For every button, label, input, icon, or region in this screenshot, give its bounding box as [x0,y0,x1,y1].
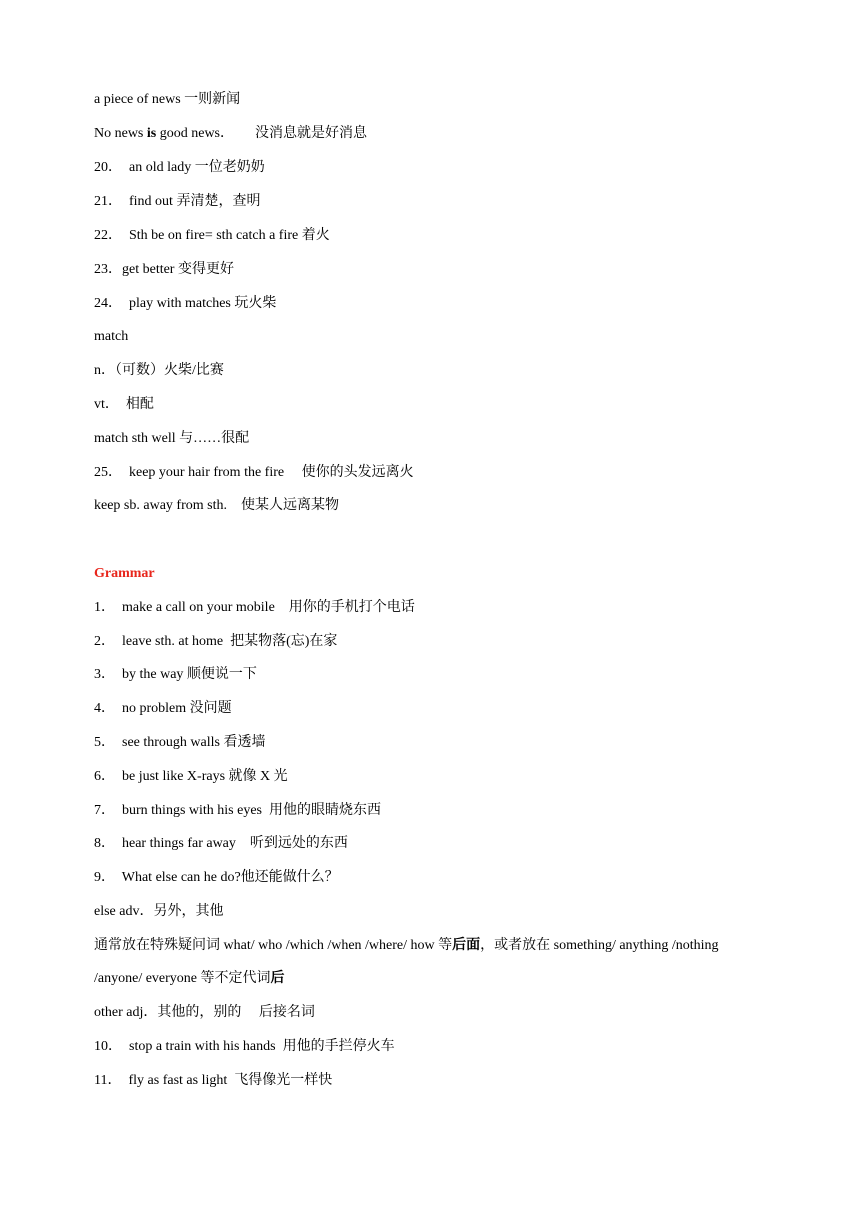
grammar-item: 4． no problem 没问题 [94,701,232,716]
grammar-item: else adv．另外，其他 [94,904,224,919]
text-run: 通常放在特殊疑问词 what/ who /which /when /where/ how 等 [94,938,453,953]
text-line: 21． find out 弄清楚，查明 [94,194,261,209]
text-line: 23．get better 变得更好 [94,262,234,277]
text-line: 22． Sth be on fire= sth catch a fire 着火 [94,228,330,243]
text-line: 20． an old lady 一位老奶奶 [94,160,265,175]
grammar-item: other adj．其他的，别的 后接名词 [94,1005,315,1020]
grammar-item: 2． leave sth. at home 把某物落(忘)在家 [94,634,338,649]
text-run: ，或者放在 something/ anything /nothing [480,938,719,953]
grammar-item [94,937,719,955]
grammar-heading: Grammar [94,566,155,581]
text-run: good news． 没消息就是好消息 [156,126,368,141]
bold-run: 后 [270,971,285,986]
grammar-item: 7． burn things with his eyes 用他的眼睛烧东西 [94,803,381,818]
grammar-item: 3． by the way 顺便说一下 [94,667,257,682]
grammar-item: 10． stop a train with his hands 用他的手拦停火车 [94,1039,395,1054]
text-line: keep sb. away from sth. 使某人远离某物 [94,498,339,513]
grammar-item [94,970,285,988]
bold-run: is [146,126,157,141]
bold-run: 后面 [452,938,481,953]
grammar-item: 1． make a call on your mobile 用你的手机打个电话 [94,600,415,615]
text-line: 25． keep your hair from the fire 使你的头发远离火 [94,465,414,480]
grammar-item: 11． fly as fast as light 飞得像光一样快 [94,1073,333,1088]
grammar-item: 6． be just like X-rays 就像 X 光 [94,769,288,784]
text-line: match [94,329,129,344]
text-line: a piece of news 一则新闻 [94,92,241,107]
text-line: n．（可数）火柴/比赛 [94,363,224,378]
text-line: vt． 相配 [94,397,154,412]
text-run: No news [94,126,147,141]
text-run: /anyone/ everyone 等不定代词 [94,971,271,986]
grammar-item: 5． see through walls 看透墙 [94,735,266,750]
text-line [94,125,367,143]
grammar-item: 9． What else can he do?他还能做什么？ [94,870,339,885]
text-line: match sth well 与……很配 [94,431,250,446]
text-line: 24． play with matches 玩火柴 [94,296,277,311]
grammar-item: 8． hear things far away 听到远处的东西 [94,836,348,851]
